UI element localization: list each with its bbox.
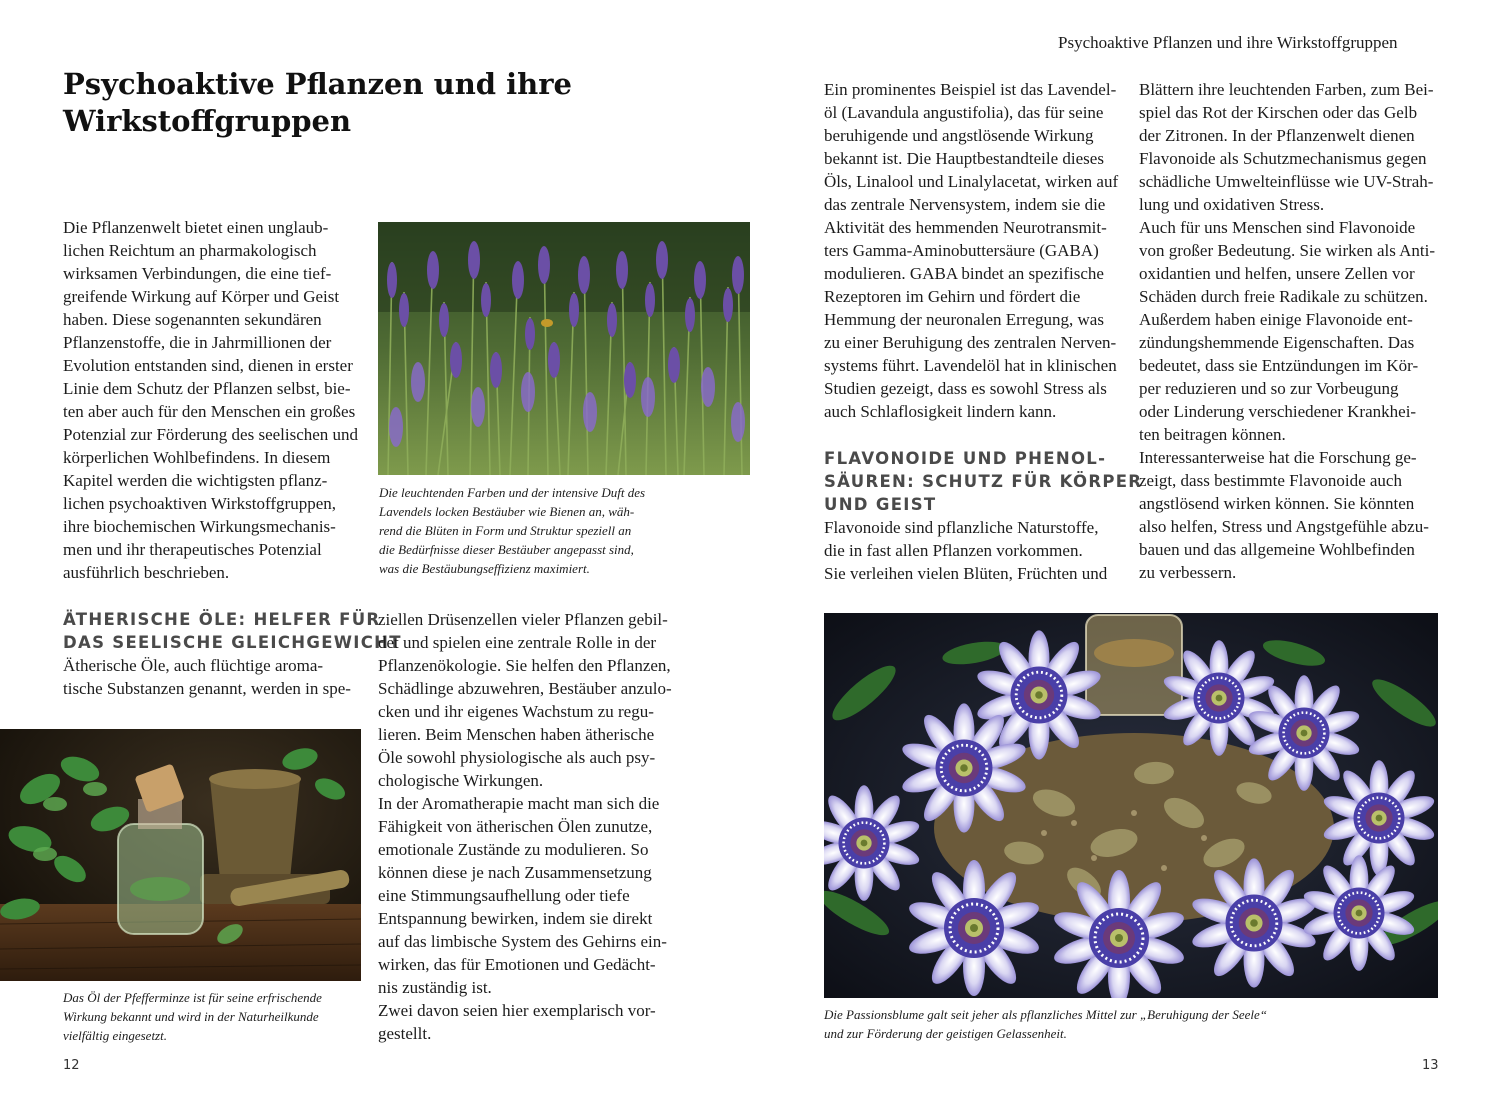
text-line: Fähigkeit von ätherischen Ölen zunutze, — [378, 817, 653, 836]
text-line: lieren. Beim Menschen haben ätherische — [378, 725, 655, 744]
text-line: emotionale Zustände zu modulieren. So — [378, 840, 649, 859]
text-line: die in fast allen Pflanzen vorkommen. — [824, 541, 1083, 560]
text-line: Pflanzenstoffe, die in Jahrmillionen der — [63, 333, 332, 352]
text-line: per reduzieren und so zur Vorbeugung — [1139, 379, 1399, 398]
text-line: wirksamen Verbindungen, die eine tief- — [63, 264, 332, 283]
text-line: Linie dem Schutz der Pflanzen selbst, bie- — [63, 379, 351, 398]
text-line: nis zuständig ist. — [378, 978, 492, 997]
caption-line: Die leuchtenden Farben und der intensive Duft des — [379, 485, 646, 500]
caption-line: vielfältig eingesetzt. — [63, 1028, 167, 1043]
text-line: zu einer Beruhigung des zentralen Nerven- — [824, 333, 1117, 352]
section-heading-flavonoids — [824, 447, 1142, 516]
text-line: ten beitragen können. — [1139, 425, 1286, 444]
text-line: In der Aromatherapie macht man sich die — [378, 794, 660, 813]
text-line: das zentrale Nervensystem, indem sie die — [824, 195, 1106, 214]
text-line: können diese je nach Zusammensetzung — [378, 863, 652, 882]
peppermint-photo — [0, 729, 361, 981]
heading-line: DAS SEELISCHE GLEICHGEWICHT — [63, 633, 402, 652]
text-line: Hemmung der neuronalen Erregung, was — [824, 310, 1104, 329]
peppermint-caption — [63, 988, 322, 1045]
text-line: Schädlinge abzuwehren, Bestäuber anzulo- — [378, 679, 672, 698]
text-line: spiel das Rot der Kirschen oder das Gelb — [1139, 103, 1418, 122]
text-line: Flavonoide als Schutzmechanismus gegen — [1139, 149, 1427, 168]
text-line: zeigt, dass bestimmte Flavonoide auch — [1139, 471, 1402, 490]
text-line: Die Pflanzenwelt bietet einen unglaub- — [63, 218, 329, 237]
running-head: Psychoaktive Pflanzen und ihre Wirkstoffgruppen — [1058, 33, 1398, 52]
caption-line: Lavendels locken Bestäuber wie Bienen an, wäh- — [379, 504, 635, 519]
caption-line: Wirkung bekannt und wird in der Naturheilkunde — [63, 1009, 319, 1024]
page-number-left: 12 — [63, 1058, 80, 1073]
text-line: auch Schlaflosigkeit lindern kann. — [824, 402, 1057, 421]
text-line: cken und ihr eigenes Wachstum zu regu- — [378, 702, 654, 721]
text-line: Außerdem haben einige Flavonoide ent- — [1139, 310, 1413, 329]
text-line: Pflanzenökologie. Sie helfen den Pflanzen, — [378, 656, 671, 675]
text-line: oder Linderung verschiedener Krankhei- — [1139, 402, 1417, 421]
text-line: men und ihr therapeutisches Potenzial — [63, 540, 322, 559]
lavender-photo — [378, 222, 750, 475]
text-line: Kapitel werden die wichtigsten pflanz- — [63, 471, 328, 490]
page-title — [63, 66, 572, 140]
text-line: also helfen, Stress und Angstgefühle abzu- — [1139, 517, 1429, 536]
text-line: systems führt. Lavendelöl hat in klinischen — [824, 356, 1117, 375]
text-line: Öle sowohl physiologische als auch psy- — [378, 748, 656, 767]
text-line: lung und oxidativen Stress. — [1139, 195, 1325, 214]
section2-paragraph — [824, 516, 1107, 585]
text-line: öl (Lavandula angustifolia), das für seine — [824, 103, 1104, 122]
text-line: Blättern ihre leuchtenden Farben, zum Bei- — [1139, 80, 1434, 99]
text-line: ters Gamma-Aminobuttersäure (GABA) — [824, 241, 1099, 260]
text-line: ten aber auch für den Menschen ein großes — [63, 402, 356, 421]
caption-line: Die Passionsblume galt seit jeher als pflanzliches Mittel zur „Beruhigung der Seele“ — [824, 1007, 1268, 1022]
caption-line: rend die Blüten in Form und Struktur speziell an — [379, 523, 632, 538]
caption-line: und zur Förderung der geistigen Gelassenheit. — [824, 1026, 1067, 1041]
text-line: modulieren. GABA bindet an spezifische — [824, 264, 1104, 283]
text-line: beruhigende und angstlösende Wirkung — [824, 126, 1094, 145]
intro-paragraph — [63, 216, 358, 584]
text-line: lichen psychoaktiven Wirkstoffgruppen, — [63, 494, 336, 513]
text-line: ziellen Drüsenzellen vieler Pflanzen gebil- — [378, 610, 668, 629]
text-line: der Zitronen. In der Pflanzenwelt dienen — [1139, 126, 1415, 145]
text-line: Ein prominentes Beispiel ist das Lavendel- — [824, 80, 1117, 99]
text-line: ihre biochemischen Wirkungsmechanis- — [63, 517, 336, 536]
text-line: chologische Wirkungen. — [378, 771, 544, 790]
col2-paragraph — [378, 608, 672, 1045]
text-line: Schäden durch freie Radikale zu schützen. — [1139, 287, 1428, 306]
lavender-caption — [379, 483, 645, 578]
text-line: Sie verleihen vielen Blüten, Früchten und — [824, 564, 1108, 583]
text-line: bauen und das allgemeine Wohlbefinden — [1139, 540, 1415, 559]
text-line: Interessanterweise hat die Forschung ge- — [1139, 448, 1417, 467]
text-line: Auch für uns Menschen sind Flavonoide — [1139, 218, 1416, 237]
text-line: Ätherische Öle, auch flüchtige aroma- — [63, 656, 324, 675]
text-line: Potenzial zur Förderung des seelischen und — [63, 425, 359, 444]
text-line: von großer Bedeutung. Sie wirken als Anti- — [1139, 241, 1436, 260]
text-line: schädliche Umwelteinflüsse wie UV-Strah- — [1139, 172, 1434, 191]
text-line: Rezeptoren im Gehirn und fördert die — [824, 287, 1081, 306]
page-number-right: 13 — [1422, 1058, 1439, 1073]
col4-paragraph — [1139, 78, 1435, 584]
text-line: Studien gezeigt, dass es sowohl Stress als — [824, 379, 1107, 398]
section1-paragraph — [63, 654, 351, 700]
caption-line: was die Bestäubungseffizienz maximiert. — [379, 561, 590, 576]
text-line: bedeutet, dass sie Entzündungen im Kör- — [1139, 356, 1419, 375]
text-line: haben. Diese sogenannten sekundären — [63, 310, 322, 329]
text-line: zündungshemmende Eigenschaften. Das — [1139, 333, 1415, 352]
text-line: oxidantien und helfen, unsere Zellen vor — [1139, 264, 1415, 283]
caption-line: die Bedürfnisse dieser Bestäuber angepasst sind, — [379, 542, 634, 557]
text-line: angstlösend wirken können. Sie könnten — [1139, 494, 1415, 513]
text-line: Aktivität des hemmenden Neurotransmit- — [824, 218, 1107, 237]
text-line: körperlichen Wohlbefindens. In diesem — [63, 448, 331, 467]
caption-line: Das Öl der Pfefferminze ist für seine erfrischende — [63, 990, 322, 1005]
col3-paragraph — [824, 78, 1118, 423]
heading-line: ÄTHERISCHE ÖLE: HELFER FÜR — [63, 610, 381, 629]
text-line: zu verbessern. — [1139, 563, 1237, 582]
title-line: Wirkstoffgruppen — [63, 104, 352, 138]
text-line: ausführlich beschrieben. — [63, 563, 230, 582]
heading-line: SÄUREN: SCHUTZ FÜR KÖRPER — [824, 472, 1143, 491]
text-line: tische Substanzen genannt, werden in spe- — [63, 679, 351, 698]
text-line: lichen Reichtum an pharmakologisch — [63, 241, 317, 260]
heading-line: UND GEIST — [824, 495, 937, 514]
passionflower-caption — [824, 1005, 1267, 1043]
text-line: greifende Wirkung auf Körper und Geist — [63, 287, 340, 306]
text-line: Flavonoide sind pflanzliche Naturstoffe, — [824, 518, 1099, 537]
text-line: Entspannung bewirken, indem sie direkt — [378, 909, 653, 928]
title-line: Psychoaktive Pflanzen und ihre — [63, 67, 573, 101]
text-line: gestellt. — [378, 1024, 432, 1043]
text-line: Öls, Linalool und Linalylacetat, wirken auf — [824, 172, 1119, 191]
text-line: auf das limbische System des Gehirns ein- — [378, 932, 667, 951]
text-line: wirken, das für Emotionen und Gedächt- — [378, 955, 656, 974]
passionflower-photo — [824, 613, 1438, 998]
heading-line: FLAVONOIDE UND PHENOL- — [824, 449, 1107, 468]
text-line: Evolution entstanden sind, dienen in erster — [63, 356, 353, 375]
text-line: bekannt ist. Die Hauptbestandteile dieses — [824, 149, 1104, 168]
section-heading-essential-oils — [63, 608, 402, 654]
text-line: det und spielen eine zentrale Rolle in der — [378, 633, 657, 652]
text-line: Zwei davon seien hier exemplarisch vor- — [378, 1001, 656, 1020]
text-line: eine Stimmungsaufhellung oder tiefe — [378, 886, 630, 905]
